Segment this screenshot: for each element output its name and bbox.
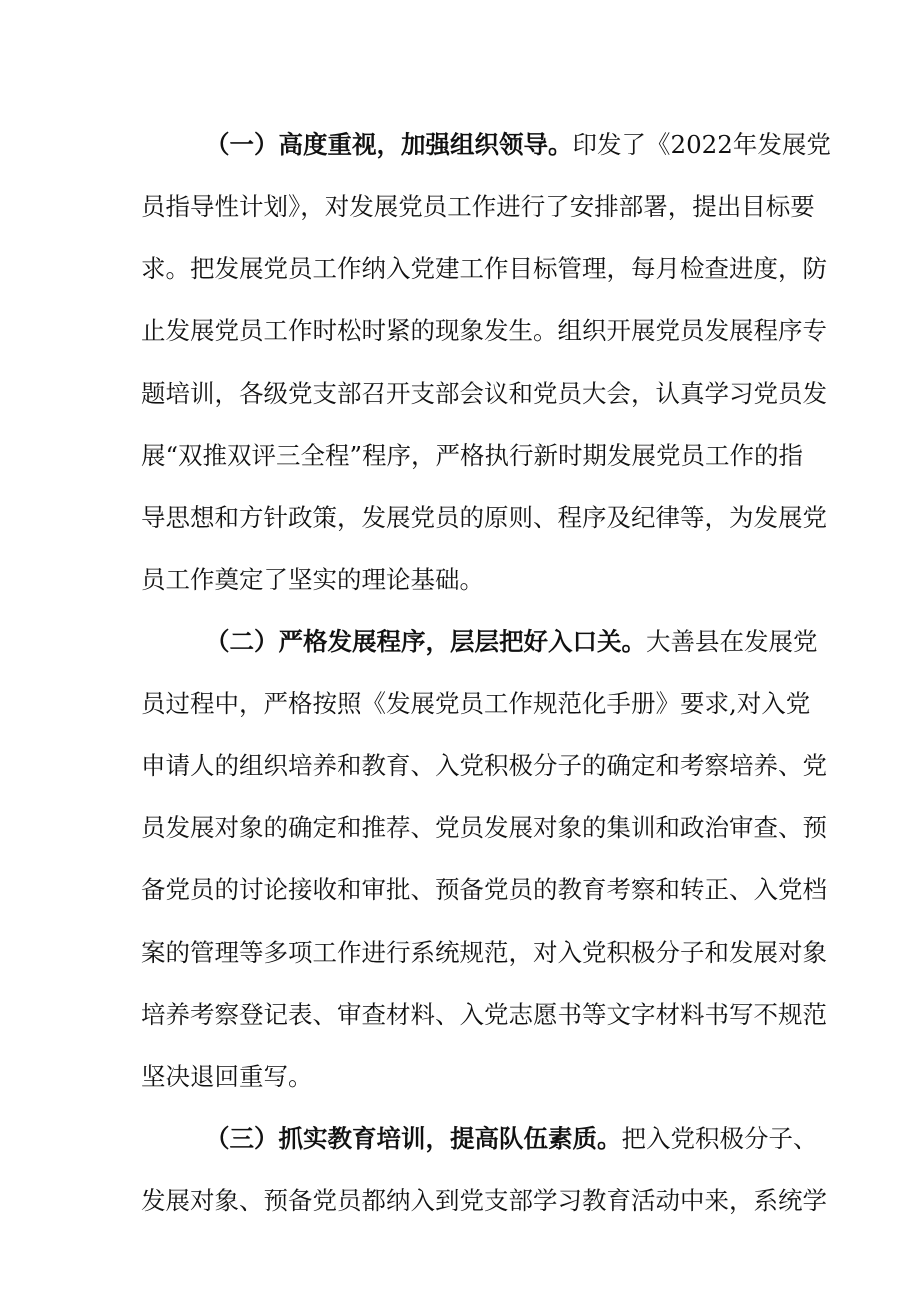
paragraph-2-line-3: 申请人的组织培养和教育、入党积极分子的确定和考察培养、党 — [141, 751, 827, 780]
paragraph-3-line-1-text: 把入党积极分子、 — [621, 1124, 818, 1153]
paragraph-1-line-1-text: 印发了《2022年发展党 — [572, 130, 831, 159]
paragraph-1-line-5: 题培训，各级党支部召开支部会议和党员大会，认真学习党员发 — [141, 379, 827, 408]
paragraph-2-line-8: 坚决退回重写。 — [141, 1062, 313, 1091]
paragraph-2-line-2: 员过程中，严格按照《发展党员工作规范化手册》要求,对入党 — [141, 689, 811, 718]
paragraph-2-line-4: 员发展对象的确定和推荐、党员发展对象的集训和政治审查、预 — [141, 813, 827, 842]
paragraph-3-heading: （三）抓实教育培训，提高队伍素质。 — [205, 1124, 622, 1153]
paragraph-1-line-1 — [205, 125, 831, 165]
paragraph-2-line-1-text: 大善县在发展党 — [646, 627, 818, 656]
paragraph-2-heading: （二）严格发展程序，层层把好入口关。 — [205, 627, 646, 656]
paragraph-1-line-3: 求。把发展党员工作纳入党建工作目标管理，每月检查进度，防 — [141, 254, 827, 283]
paragraph-1-line-4: 止发展党员工作时松时紧的现象发生。组织开展党员发展程序专 — [141, 316, 827, 345]
paragraph-2-line-1 — [205, 622, 818, 662]
paragraph-1-line-6: 展“双推双评三全程”程序，严格执行新时期发展党员工作的指 — [141, 441, 804, 470]
paragraph-1-line-7: 导思想和方针政策，发展党员的原则、程序及纪律等，为发展党 — [141, 503, 827, 532]
paragraph-2-line-6: 案的管理等多项工作进行系统规范，对入党积极分子和发展对象 — [141, 938, 827, 967]
paragraph-1-line-8: 员工作奠定了坚实的理论基础。 — [141, 565, 484, 594]
paragraph-1-line-2: 员指导性计划》，对发展党员工作进行了安排部署，提出目标要 — [141, 192, 815, 221]
paragraph-1-heading: （一）高度重视，加强组织领导。 — [205, 130, 573, 159]
paragraph-3-line-1 — [205, 1119, 818, 1159]
paragraph-3-line-2: 发展对象、预备党员都纳入到党支部学习教育活动中来，系统学 — [141, 1186, 827, 1215]
paragraph-2-line-5: 备党员的讨论接收和审批、预备党员的教育考察和转正、入党档 — [141, 875, 827, 904]
paragraph-2-line-7: 培养考察登记表、审查材料、入党志愿书等文字材料书写不规范 — [141, 1000, 827, 1029]
